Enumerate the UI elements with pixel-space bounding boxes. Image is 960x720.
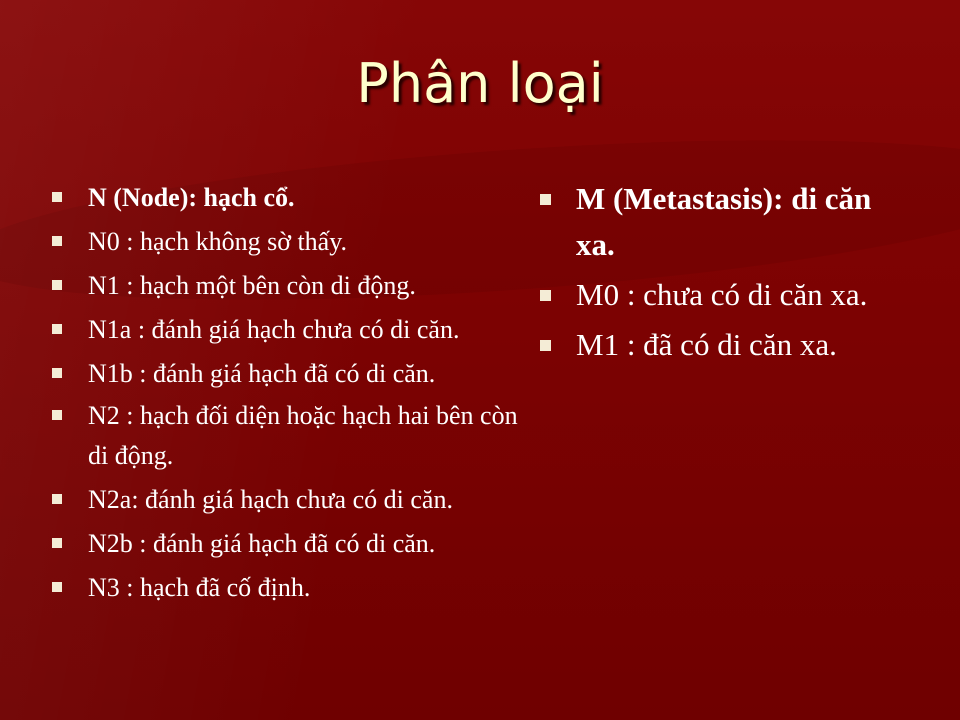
list-item xyxy=(52,176,552,220)
list-item-text: M0 : chưa có di căn xa. xyxy=(576,277,868,312)
square-bullet-icon xyxy=(52,324,62,334)
list-item xyxy=(540,322,950,368)
list-item-text: N2 : hạch đối diện hoặc hạch hai bên còn di động. xyxy=(88,401,518,470)
square-bullet-icon xyxy=(52,368,62,378)
slide-title: Phân loại xyxy=(356,52,604,115)
square-bullet-icon xyxy=(52,192,62,202)
square-bullet-icon xyxy=(52,538,62,548)
square-bullet-icon xyxy=(540,290,551,301)
list-item xyxy=(52,522,552,566)
square-bullet-icon xyxy=(540,194,551,205)
square-bullet-icon xyxy=(52,494,62,504)
list-item xyxy=(52,352,552,396)
list-item-text: N1a : đánh giá hạch chưa có di căn. xyxy=(88,315,460,344)
square-bullet-icon xyxy=(540,340,551,351)
list-item-text: N2b : đánh giá hạch đã có di căn. xyxy=(88,529,436,558)
metastasis-classification-list xyxy=(540,176,950,372)
square-bullet-icon xyxy=(52,582,62,592)
list-item-text: N3 : hạch đã cố định. xyxy=(88,573,311,602)
list-item-text: M1 : đã có di căn xa. xyxy=(576,327,837,362)
list-item-text: N0 : hạch không sờ thấy. xyxy=(88,227,348,256)
list-item xyxy=(52,566,552,610)
list-item-text: N1b : đánh giá hạch đã có di căn. xyxy=(88,359,436,388)
list-item xyxy=(52,396,518,476)
list-item xyxy=(540,272,876,318)
list-item-text: M (Metastasis): di căn xa. xyxy=(576,181,872,262)
node-classification-list xyxy=(52,176,552,610)
square-bullet-icon xyxy=(52,280,62,290)
list-item-text: N2a: đánh giá hạch chưa có di căn. xyxy=(88,485,453,514)
list-item xyxy=(52,478,552,522)
list-item-text: N1 : hạch một bên còn di động. xyxy=(88,271,416,300)
list-item xyxy=(52,308,552,352)
square-bullet-icon xyxy=(52,410,62,420)
list-item xyxy=(52,220,552,264)
square-bullet-icon xyxy=(52,236,62,246)
list-item xyxy=(52,264,552,308)
list-item-text: N (Node): hạch cổ. xyxy=(88,183,295,212)
list-item xyxy=(540,176,876,268)
